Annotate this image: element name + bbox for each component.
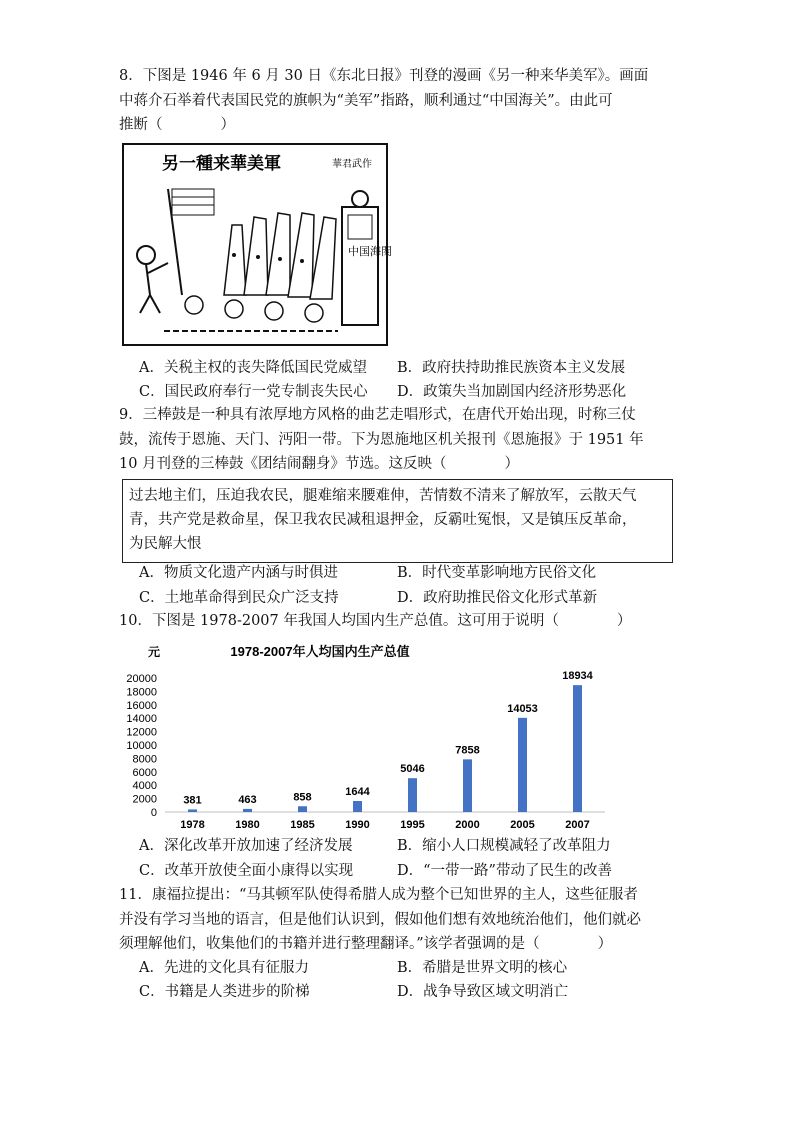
data-label-1980: 463	[238, 793, 257, 806]
q11-option-a: A．先进的文化具有征服力	[139, 960, 309, 976]
q8-option-d: D．政策失当加剧国内经济形势恶化	[397, 384, 627, 400]
q11-option-b: B．希腊是世界文明的核心	[397, 960, 568, 976]
chart-title: 1978-2007年人均国内生产总值	[230, 644, 410, 659]
q8-option-c: C．国民政府奉行一党专制丧失民心	[139, 384, 368, 400]
data-label-2007: 18934	[562, 670, 593, 683]
y-axis-unit: 元	[148, 645, 161, 659]
y-tick-label: 16000	[126, 699, 157, 712]
q9-option-c: C．土地革命得到民众广泛支持	[139, 590, 339, 606]
y-tick-label: 12000	[126, 726, 157, 739]
q10-option-c: C．改革开放使全面小康得以实现	[139, 863, 354, 879]
cartoon-title: 另一種来華美軍	[162, 154, 281, 174]
bar-2000	[463, 759, 472, 812]
x-tick-label: 1985	[290, 819, 315, 831]
q9-option-b: B．时代变革影响地方民俗文化	[397, 565, 597, 581]
bar-1985	[298, 806, 307, 812]
bar-2005	[518, 718, 527, 812]
cartoon-author: 華君武作	[332, 159, 372, 170]
q11-option-d: D．战争导致区域文明消亡	[397, 984, 569, 1000]
data-label-1985: 858	[293, 791, 312, 804]
q11-line-2: 并没有学习当地的语言，但是他们认识到，假如他们想有效地统治他们，他们就必	[119, 912, 641, 928]
q11-line-3: 须理解他们，收集他们的书籍并进行整理翻译。”该学者强调的是（ ）	[119, 936, 613, 952]
y-tick-label: 20000	[126, 673, 157, 685]
q8-line-3: 推断（ ）	[119, 117, 235, 133]
q11-option-c: C．书籍是人类进步的阶梯	[139, 984, 310, 1000]
x-tick-label: 2005	[510, 819, 535, 831]
x-tick-label: 1990	[345, 819, 370, 831]
y-tick-label: 18000	[126, 686, 157, 699]
gate-label: 中国海関	[348, 245, 392, 258]
bar-1980	[243, 809, 252, 812]
q9-line-3: 10 月刊登的三棒鼓《团结闹翻身》节选。这反映（ ）	[119, 456, 520, 472]
q8-option-a: A．关税主权的丧失降低国民党威望	[139, 360, 367, 376]
q9-option-d: D．政府助推民俗文化形式革新	[397, 590, 598, 606]
y-tick-label: 0	[150, 807, 157, 819]
data-label-1978: 381	[183, 794, 202, 807]
x-tick-label: 2000	[455, 819, 480, 831]
x-tick-label: 2007	[565, 819, 590, 831]
q10-option-b: B．缩小人口规模减轻了改革阻力	[397, 838, 611, 854]
data-label-1995: 5046	[400, 763, 425, 776]
poem-line: 为民解大恨	[129, 536, 202, 552]
poem-line: 过去地主们，压迫我农民，腿难缩来腰难伸，苦情数不清来了解放军，云散天气	[129, 488, 637, 504]
data-label-2005: 14053	[507, 702, 538, 715]
bar-2007	[573, 685, 582, 812]
q8-line-2: 中蒋介石举着代表国民党的旗帜为“美军”指路，顺利通过“中国海关”。由此可	[119, 93, 613, 109]
y-tick-label: 4000	[132, 780, 157, 793]
data-label-2000: 7858	[455, 744, 480, 757]
data-label-1990: 1644	[345, 785, 370, 798]
y-tick-label: 8000	[132, 753, 157, 766]
bar-1995	[408, 778, 417, 812]
cartoon-drawing	[124, 145, 392, 344]
q8-line-1: 8．下图是 1946 年 6 月 30 日《东北日报》刊登的漫画《另一种来华美军》。画面	[119, 68, 649, 84]
y-tick-label: 2000	[132, 793, 157, 806]
x-tick-label: 1980	[235, 819, 260, 831]
bar-1978	[188, 809, 197, 812]
y-tick-label: 10000	[126, 740, 157, 752]
poem-excerpt-box	[122, 479, 673, 563]
q10-option-d: D．“一带一路”带动了民生的改善	[397, 863, 612, 879]
q9-line-2: 鼓，流传于恩施、天门、沔阳一带。下为恩施地区机关报刊《恩施报》于 1951 年	[119, 432, 644, 448]
bar-1990	[353, 801, 362, 812]
y-tick-label: 14000	[126, 713, 157, 726]
x-tick-label: 1978	[180, 819, 205, 831]
x-tick-label: 1995	[400, 819, 425, 831]
q10-line: 10．下图是 1978-2007 年我国人均国内生产总值。这可用于说明（ ）	[119, 613, 632, 629]
y-tick-label: 6000	[132, 766, 157, 779]
q8-option-b: B．政府扶持助推民族资本主义发展	[397, 360, 626, 376]
q9-option-a: A．物质文化遗产内涵与时俱进	[139, 565, 338, 581]
poem-line: 青，共产党是救命星，保卫我农民减租退押金，反霸吐冤恨，又是镇压反革命，	[129, 512, 637, 528]
q11-line-1: 11．康福拉提出：“马其顿军队使得希腊人成为整个已知世界的主人，这些征服者	[119, 887, 638, 903]
q10-option-a: A．深化改革开放加速了经济发展	[139, 838, 353, 854]
q9-line-1: 9．三棒鼓是一种具有浓厚地方风格的曲艺走唱形式，在唐代开始出现，时称三仗	[119, 407, 636, 423]
gdp-bar-chart	[120, 636, 620, 832]
cartoon-image	[122, 143, 392, 346]
